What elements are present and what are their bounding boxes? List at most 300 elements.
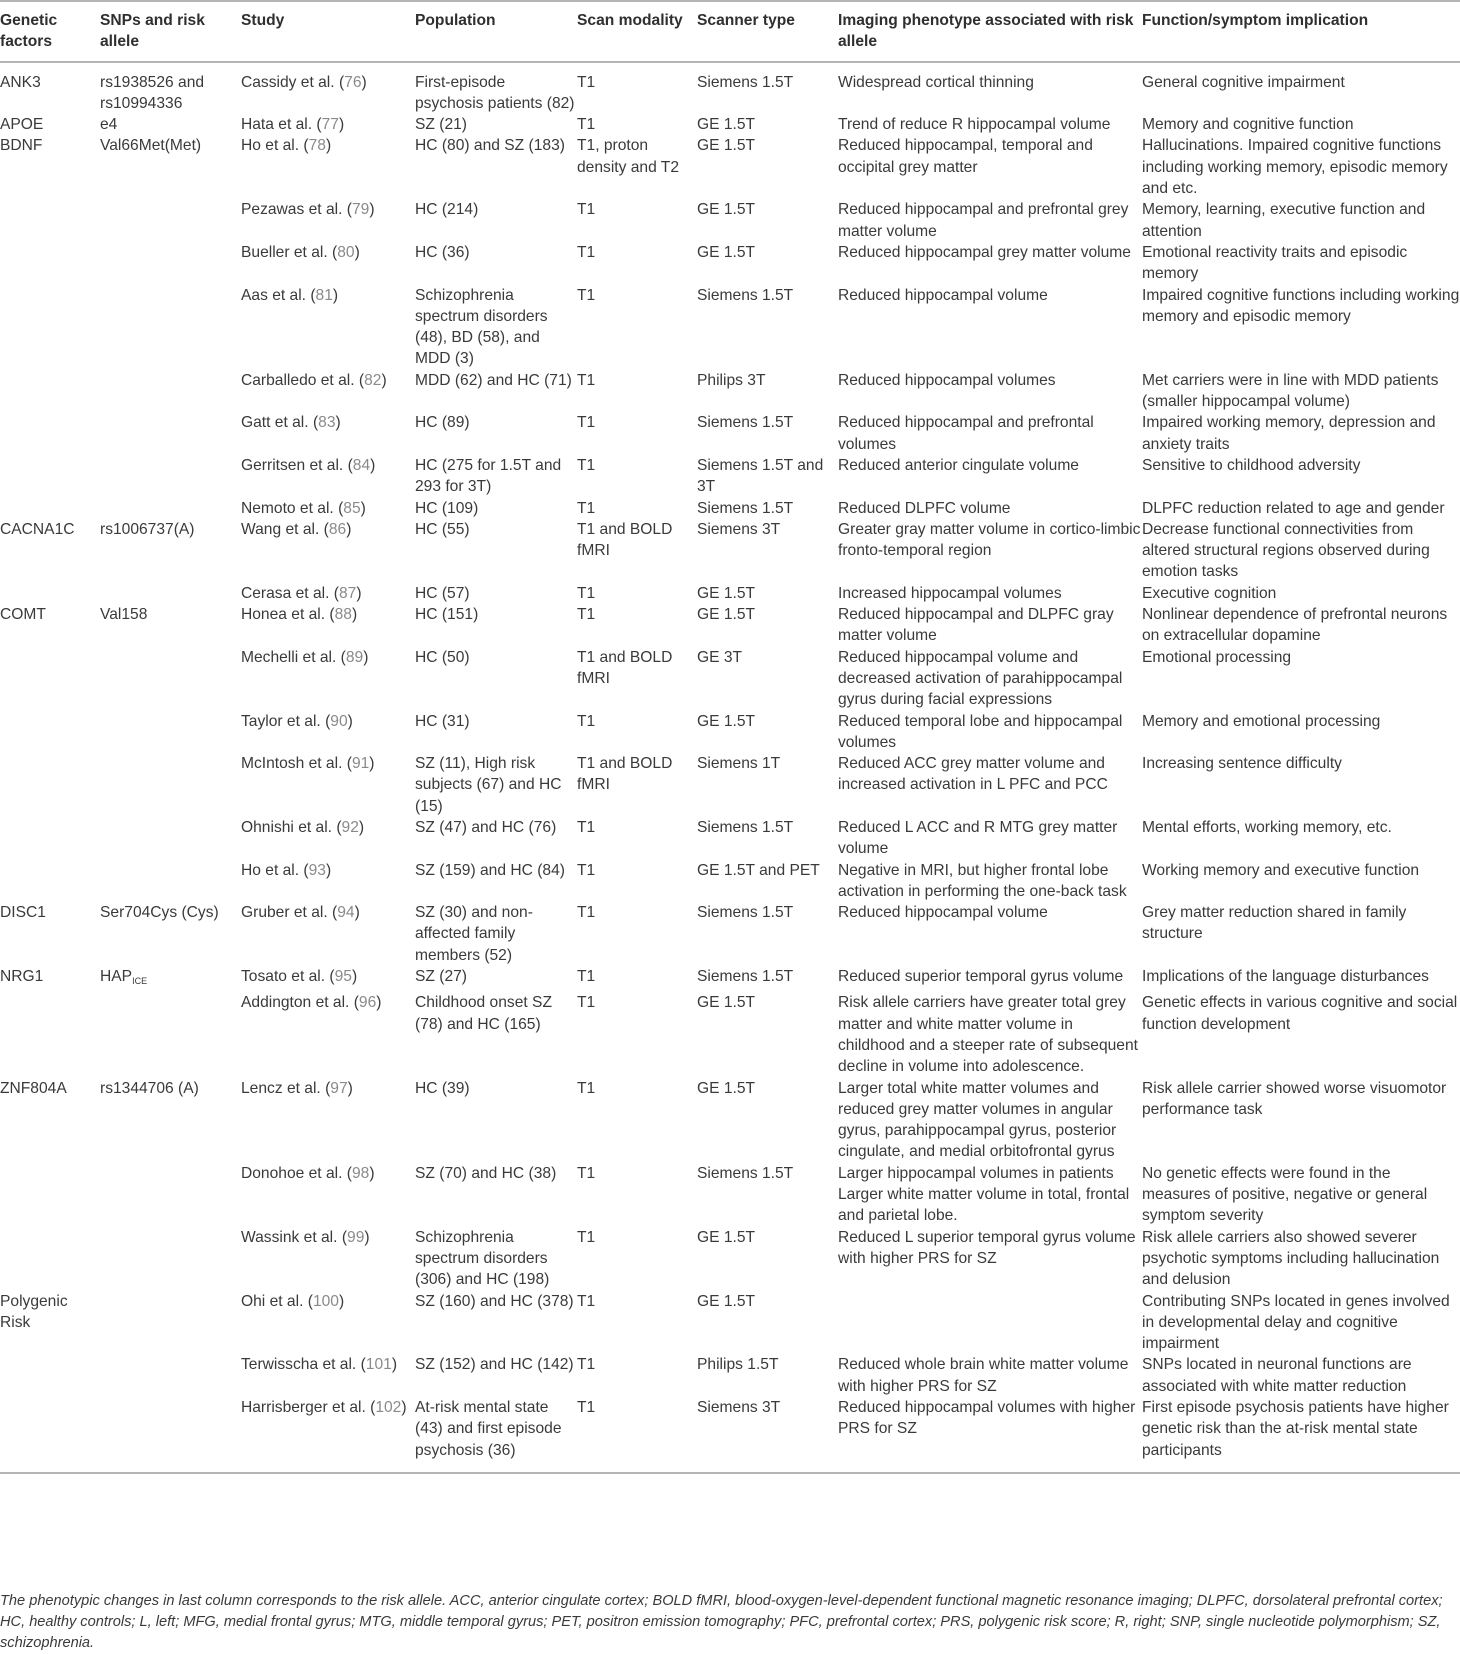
- cell-genetic-factor: [0, 1354, 100, 1397]
- study-author: Pezawas et al.: [241, 201, 343, 219]
- table-row: [0, 817, 1460, 860]
- cell-population: SZ (47) and HC (76): [415, 818, 557, 836]
- cell-scanner-type: Siemens 1.5T: [697, 1164, 794, 1182]
- reference-link[interactable]: 77: [321, 116, 339, 134]
- cell-genetic-factor: [0, 711, 100, 754]
- cell-scan-modality: T1: [577, 414, 596, 432]
- reference-link[interactable]: 97: [330, 1079, 348, 1097]
- col-imaging-phenotype: Imaging phenotype associated with risk allele: [838, 1, 1142, 62]
- cell-scanner-type: GE 1.5T: [697, 584, 756, 602]
- cell-function-implication: No genetic effects were found in the measures of positive, negative or general symptom severity: [1142, 1164, 1428, 1225]
- cell-study: Cerasa et al. (87): [241, 584, 362, 602]
- cell-function-implication: Memory, learning, executive function and attention: [1142, 201, 1426, 240]
- cell-study: Nemoto et al. (85): [241, 499, 366, 517]
- cell-population: HC (89): [415, 414, 470, 432]
- cell-snp: [100, 1163, 241, 1227]
- cell-study: Honea et al. (88): [241, 606, 358, 624]
- cell-scan-modality: T1 and BOLD fMRI: [577, 648, 673, 687]
- cell-snp: [100, 753, 241, 817]
- cell-scan-modality: T1, proton density and T2: [577, 137, 680, 176]
- cell-scanner-type: GE 1.5T: [697, 1079, 756, 1097]
- study-author: Gerritsen et al.: [241, 456, 344, 474]
- reference-link[interactable]: 99: [347, 1228, 365, 1246]
- study-author: Ohi et al.: [241, 1292, 304, 1310]
- cell-snp: [100, 966, 241, 992]
- cell-genetic-factor: [0, 1163, 100, 1227]
- reference-link[interactable]: 102: [375, 1399, 402, 1416]
- cell-snp: [100, 498, 241, 519]
- cell-study: Ho et al. (78): [241, 137, 332, 155]
- study-author: Tosato et al.: [241, 968, 326, 986]
- table-row: [0, 647, 1460, 711]
- table-row: [0, 285, 1460, 370]
- cell-scanner-type: GE 1.5T: [697, 243, 756, 261]
- cell-population: HC (214): [415, 201, 479, 219]
- cell-population: SZ (21): [415, 116, 467, 134]
- reference-link[interactable]: 80: [337, 243, 355, 261]
- table-row: [0, 1078, 1460, 1163]
- cell-imaging-phenotype: Reduced hippocampal volumes with higher PRS for SZ: [838, 1397, 1142, 1473]
- cell-scanner-type: GE 1.5T: [697, 137, 756, 155]
- cell-study: Hata et al. (77): [241, 116, 345, 134]
- cell-imaging-phenotype: Reduced whole brain white matter volume with higher PRS for SZ: [838, 1356, 1129, 1395]
- table-footnote: The phenotypic changes in last column corresponds to the risk allele. ACC, anterior cingulate cortex; BOLD fMRI, blood-oxygen-level-dependent functional magnetic resonance imaging; DLPFC, dorsolateral prefrontal cortex; HC, healthy controls; L, left; MFG, medial frontal gyrus; MTG, middle temporal gyrus; PET, positron emission tomography; PFC, prefrontal cortex; PRS, polygenic risk score; R, right; SNP, single nucleotide polymorphism; SZ, schizophrenia.: [0, 1593, 1443, 1651]
- cell-scanner-type: Siemens 3T: [697, 1397, 838, 1473]
- reference-link[interactable]: 92: [341, 818, 359, 836]
- cell-genetic-factor: ANK3: [0, 73, 41, 91]
- cell-scan-modality: T1: [577, 968, 596, 986]
- cell-imaging-phenotype: Larger total white matter volumes and reduced grey matter volumes in angular gyrus, parahippocampal gyrus, posterior cingulate, and medial orbitofrontal gyrus: [838, 1079, 1117, 1161]
- study-author: Donohoe et al.: [241, 1164, 343, 1182]
- cell-study: Donohoe et al. (98): [241, 1164, 375, 1182]
- cell-function-implication: General cognitive impairment: [1142, 73, 1345, 91]
- cell-population: First-episode psychosis patients (82): [415, 73, 575, 112]
- cell-imaging-phenotype: Larger hippocampal volumes in patients Larger white matter volume in total, frontal and parietal lobe.: [838, 1164, 1130, 1225]
- cell-population: SZ (11), High risk subjects (67) and HC (15): [415, 755, 562, 815]
- study-author: Harrisberger et al.: [241, 1399, 366, 1416]
- cell-function-implication: Working memory and executive function: [1142, 861, 1420, 879]
- snp-text: e4: [100, 116, 118, 134]
- col-scanner-type: Scanner type: [697, 1, 838, 62]
- cell-imaging-phenotype: Reduced hippocampal grey matter volume: [838, 243, 1131, 261]
- cell-imaging-phenotype: Reduced hippocampal volume: [838, 904, 1048, 922]
- snp-text: Val66Met(Met): [100, 137, 202, 155]
- study-author: Wassink et al.: [241, 1228, 338, 1246]
- cell-population: HC (109): [415, 499, 479, 517]
- cell-snp: [100, 519, 241, 583]
- cell-genetic-factor: [0, 199, 100, 242]
- study-author: Honea et al.: [241, 606, 326, 624]
- cell-scanner-type: Philips 1.5T: [697, 1356, 779, 1374]
- cell-function-implication: Risk allele carriers also showed severer psychotic symptoms including hallucination and delusion: [1142, 1228, 1440, 1289]
- cell-population: HC (80) and SZ (183): [415, 137, 565, 155]
- cell-study: Terwisscha et al. (101): [241, 1356, 398, 1374]
- cell-function-implication: First episode psychosis patients have higher genetic risk than the at-risk mental state participants: [1142, 1397, 1460, 1473]
- cell-snp: [100, 902, 241, 966]
- cell-genetic-factor: [0, 285, 100, 370]
- cell-population: HC (39): [415, 1079, 470, 1097]
- cell-study: Cassidy et al. (76): [241, 73, 367, 91]
- cell-genetic-factor: NRG1: [0, 968, 44, 986]
- cell-genetic-factor: DISC1: [0, 904, 46, 922]
- cell-snp: [100, 711, 241, 754]
- snp-text: rs1006737(A): [100, 520, 195, 538]
- reference-link[interactable]: 90: [330, 712, 348, 730]
- cell-scan-modality: T1: [577, 456, 596, 474]
- cell-snp: [100, 62, 241, 115]
- cell-study: Tosato et al. (95): [241, 968, 358, 986]
- cell-imaging-phenotype: Reduced hippocampal volume and decreased activation of parahippocampal gyrus during facial expressions: [838, 648, 1123, 709]
- cell-scanner-type: Siemens 3T: [697, 520, 781, 538]
- cell-genetic-factor: [0, 412, 100, 455]
- cell-population: SZ (70) and HC (38): [415, 1164, 557, 1182]
- cell-genetic-factor: [0, 370, 100, 413]
- cell-snp: [100, 1354, 241, 1397]
- cell-snp: [100, 1291, 241, 1355]
- cell-scanner-type: GE 1.5T: [697, 201, 756, 219]
- cell-study: Gatt et al. (83): [241, 414, 341, 432]
- table-row: [0, 114, 1460, 135]
- cell-scan-modality: T1: [577, 1228, 596, 1246]
- cell-scan-modality: T1: [577, 73, 596, 91]
- table-row: [0, 519, 1460, 583]
- reference-link[interactable]: 78: [308, 137, 326, 155]
- study-author: Bueller et al.: [241, 243, 328, 261]
- snp-text: Val158: [100, 606, 148, 624]
- cell-function-implication: Impaired working memory, depression and anxiety traits: [1142, 414, 1436, 453]
- cell-scan-modality: T1 and BOLD fMRI: [577, 520, 673, 560]
- table-row: [0, 604, 1460, 647]
- cell-function-implication: Executive cognition: [1142, 584, 1277, 602]
- cell-scanner-type: Siemens 1.5T: [697, 818, 794, 836]
- cell-imaging-phenotype: [838, 1291, 1142, 1355]
- cell-imaging-phenotype: Reduced hippocampal volumes: [838, 371, 1056, 389]
- study-author: Gatt et al.: [241, 414, 309, 432]
- study-author: Cerasa et al.: [241, 584, 330, 602]
- cell-study: Carballedo et al. (82): [241, 371, 387, 389]
- reference-link[interactable]: 89: [345, 648, 364, 666]
- cell-scan-modality: T1: [577, 994, 596, 1012]
- reference-link[interactable]: 88: [334, 606, 352, 624]
- reference-link[interactable]: 84: [352, 456, 371, 474]
- cell-study: Aas et al. (81): [241, 286, 339, 304]
- cell-scanner-type: GE 3T: [697, 648, 743, 666]
- table-row: [0, 992, 1460, 1077]
- cell-function-implication: DLPFC reduction related to age and gender: [1142, 499, 1445, 517]
- study-author: Hata et al.: [241, 116, 313, 134]
- snp-subscript: ICE: [132, 976, 148, 987]
- cell-study: Mechelli et al. (89): [241, 648, 369, 666]
- table-row: [0, 753, 1460, 817]
- cell-genetic-factor: [0, 860, 100, 903]
- table-row: [0, 242, 1460, 285]
- table-row: [0, 412, 1460, 455]
- cell-genetic-factor: [0, 583, 100, 604]
- reference-link[interactable]: 95: [334, 968, 352, 986]
- col-study: Study: [241, 1, 415, 62]
- cell-genetic-factor: APOE: [0, 116, 44, 134]
- cell-scan-modality: T1: [577, 243, 596, 261]
- cell-genetic-factor: COMT: [0, 606, 46, 624]
- reference-link[interactable]: 85: [343, 499, 361, 517]
- table-row: [0, 1291, 1460, 1355]
- cell-scan-modality: T1: [577, 1397, 697, 1473]
- table-row: [0, 135, 1460, 199]
- cell-imaging-phenotype: Reduced L superior temporal gyrus volume with higher PRS for SZ: [838, 1228, 1136, 1267]
- study-author: Wang et al.: [241, 520, 320, 538]
- cell-imaging-phenotype: Reduced hippocampal and prefrontal grey matter volume: [838, 201, 1129, 240]
- cell-genetic-factor: [0, 817, 100, 860]
- cell-scan-modality: T1 and BOLD fMRI: [577, 755, 673, 794]
- cell-scan-modality: T1: [577, 904, 596, 922]
- study-author: Nemoto et al.: [241, 499, 334, 517]
- cell-genetic-factor: [0, 647, 100, 711]
- cell-population: HC (55): [415, 520, 470, 538]
- reference-link[interactable]: 98: [351, 1164, 370, 1182]
- cell-imaging-phenotype: Greater gray matter volume in cortico-limbic fronto-temporal region: [838, 520, 1141, 560]
- cell-population: SZ (27): [415, 968, 467, 986]
- study-author: Ohnishi et al.: [241, 818, 333, 836]
- cell-imaging-phenotype: Negative in MRI, but higher frontal lobe activation in performing the one-back task: [838, 861, 1127, 900]
- cell-imaging-phenotype: Reduced hippocampal volume: [838, 286, 1048, 304]
- cell-snp: [100, 412, 241, 455]
- cell-scan-modality: T1: [577, 712, 596, 730]
- reference-link[interactable]: 81: [315, 286, 333, 304]
- snp-text: HAP: [100, 968, 133, 986]
- cell-genetic-factor: ZNF804A: [0, 1079, 67, 1097]
- cell-scan-modality: T1: [577, 818, 596, 836]
- cell-imaging-phenotype: Reduced hippocampal and DLPFC gray matter volume: [838, 606, 1114, 645]
- table-row: [0, 199, 1460, 242]
- study-author: Ho et al.: [241, 861, 300, 879]
- cell-function-implication: Met carriers were in line with MDD patients (smaller hippocampal volume): [1142, 371, 1439, 411]
- table-row: [0, 1227, 1460, 1291]
- cell-population: SZ (152) and HC (142): [415, 1356, 574, 1374]
- cell-scanner-type: Siemens 1.5T: [697, 968, 794, 986]
- cell-imaging-phenotype: Reduced hippocampal, temporal and occipital grey matter: [838, 137, 1093, 176]
- reference-link[interactable]: 86: [328, 520, 347, 538]
- study-author: Lencz et al.: [241, 1079, 321, 1097]
- reference-link[interactable]: 91: [351, 755, 370, 773]
- reference-link[interactable]: 96: [358, 994, 377, 1012]
- study-author: Taylor et al.: [241, 712, 321, 730]
- cell-scanner-type: GE 1.5T: [697, 712, 756, 730]
- table-row: [0, 62, 1460, 115]
- cell-study: Ohnishi et al. (92): [241, 818, 365, 836]
- cell-population: Schizophrenia spectrum disorders (48), BD (58), and MDD (3): [415, 286, 548, 368]
- cell-imaging-phenotype: Increased hippocampal volumes: [838, 584, 1062, 602]
- cell-snp: [100, 199, 241, 242]
- cell-snp: [100, 370, 241, 413]
- cell-scan-modality: T1: [577, 201, 596, 219]
- col-population: Population: [415, 1, 577, 62]
- cell-scan-modality: T1: [577, 286, 596, 304]
- cell-snp: [100, 1227, 241, 1291]
- snp-text: Ser704Cys (Cys): [100, 904, 219, 922]
- table-row: [0, 1163, 1460, 1227]
- study-author: Ho et al.: [241, 137, 300, 155]
- cell-population: MDD (62) and HC (71): [415, 371, 572, 389]
- cell-genetic-factor: BDNF: [0, 137, 43, 155]
- cell-function-implication: Implications of the language disturbances: [1142, 968, 1429, 986]
- cell-study: Lencz et al. (97): [241, 1079, 353, 1097]
- cell-scan-modality: T1: [577, 499, 596, 517]
- study-author: Carballedo et al.: [241, 371, 355, 389]
- cell-population: HC (31): [415, 712, 470, 730]
- cell-genetic-factor: [0, 753, 100, 817]
- table-row: [0, 455, 1460, 498]
- cell-population: HC (151): [415, 606, 479, 624]
- cell-imaging-phenotype: Reduced L ACC and R MTG grey matter volume: [838, 818, 1118, 858]
- cell-snp: [100, 647, 241, 711]
- cell-scanner-type: Siemens 1.5T: [697, 286, 794, 304]
- cell-study: Gerritsen et al. (84): [241, 456, 376, 474]
- reference-link[interactable]: 87: [338, 584, 357, 602]
- table-row: [0, 966, 1460, 992]
- table-row: [0, 498, 1460, 519]
- reference-link[interactable]: 79: [351, 201, 370, 219]
- cell-imaging-phenotype: Trend of reduce R hippocampal volume: [838, 116, 1111, 134]
- cell-genetic-factor: CACNA1C: [0, 520, 75, 538]
- table-row: [0, 370, 1460, 413]
- reference-link[interactable]: 83: [318, 414, 336, 432]
- cell-scan-modality: T1: [577, 1356, 596, 1374]
- cell-genetic-factor: [0, 455, 100, 498]
- col-function-implication: Function/symptom implication: [1142, 1, 1460, 62]
- study-author: Aas et al.: [241, 286, 307, 304]
- col-genetic-factors: Genetic factors: [0, 1, 100, 62]
- cell-scanner-type: Siemens 1.5T: [697, 904, 794, 922]
- cell-scanner-type: Siemens 1.5T: [697, 499, 794, 517]
- cell-population: SZ (30) and non-affected family members (52): [415, 904, 533, 964]
- cell-function-implication: Emotional processing: [1142, 648, 1292, 666]
- cell-imaging-phenotype: Widespread cortical thinning: [838, 73, 1034, 91]
- cell-scanner-type: GE 1.5T: [697, 994, 756, 1012]
- cell-population: HC (275 for 1.5T and 293 for 3T): [415, 456, 562, 496]
- cell-snp: [100, 992, 241, 1077]
- cell-function-implication: Sensitive to childhood adversity: [1142, 456, 1361, 474]
- study-author: Addington et al.: [241, 994, 350, 1012]
- snp-text: rs1938526 and rs10994336: [100, 73, 205, 112]
- cell-function-implication: Mental efforts, working memory, etc.: [1142, 818, 1392, 836]
- table-row: [0, 902, 1460, 966]
- cell-population: HC (57): [415, 584, 470, 602]
- table-row: [0, 1354, 1460, 1397]
- reference-link[interactable]: 76: [344, 73, 362, 91]
- study-author: Mechelli et al.: [241, 648, 337, 666]
- table-row: [0, 860, 1460, 903]
- cell-genetic-factor: [0, 992, 100, 1077]
- cell-function-implication: Hallucinations. Impaired cognitive functions including working memory, episodic memory and etc.: [1142, 137, 1448, 198]
- study-author: McIntosh et al.: [241, 755, 343, 773]
- reference-link[interactable]: 101: [365, 1356, 392, 1374]
- cell-scanner-type: GE 1.5T and PET: [697, 861, 820, 879]
- cell-function-implication: Contributing SNPs located in genes involved in developmental delay and cognitive impairment: [1142, 1292, 1450, 1353]
- cell-function-implication: Risk allele carrier showed worse visuomotor performance task: [1142, 1079, 1447, 1118]
- cell-scanner-type: GE 1.5T: [697, 1228, 756, 1246]
- cell-function-implication: Impaired cognitive functions including working memory and episodic memory: [1142, 286, 1460, 325]
- table-header-row: [0, 1, 1460, 62]
- cell-population: HC (50): [415, 648, 470, 666]
- cell-study: McIntosh et al. (91): [241, 755, 375, 773]
- cell-imaging-phenotype: Reduced temporal lobe and hippocampal volumes: [838, 712, 1123, 751]
- cell-snp: [100, 1078, 241, 1163]
- cell-population: Childhood onset SZ (78) and HC (165): [415, 994, 552, 1033]
- cell-function-implication: Decrease functional connectivities from altered structural regions observed during emotion tasks: [1142, 520, 1430, 581]
- cell-snp: [100, 1397, 241, 1473]
- cell-study: Taylor et al. (90): [241, 712, 353, 730]
- snp-text: rs1344706 (A): [100, 1079, 199, 1097]
- cell-scanner-type: GE 1.5T: [697, 1292, 756, 1310]
- reference-link[interactable]: 93: [308, 861, 326, 879]
- cell-scan-modality: T1: [577, 584, 596, 602]
- cell-genetic-factor: [0, 498, 100, 519]
- cell-snp: [100, 583, 241, 604]
- cell-imaging-phenotype: Reduced DLPFC volume: [838, 499, 1011, 517]
- table-row: [0, 711, 1460, 754]
- reference-link[interactable]: 94: [337, 904, 355, 922]
- table-row: [0, 583, 1460, 604]
- cell-imaging-phenotype: Reduced hippocampal and prefrontal volumes: [838, 414, 1094, 453]
- cell-study: Harrisberger et al. (102): [241, 1397, 415, 1473]
- cell-snp: [100, 285, 241, 370]
- cell-function-implication: Increasing sentence difficulty: [1142, 755, 1342, 773]
- cell-population: At-risk mental state (43) and first episode psychosis (36): [415, 1397, 577, 1473]
- cell-study: Bueller et al. (80): [241, 243, 360, 261]
- cell-function-implication: Genetic effects in various cognitive and social function development: [1142, 994, 1458, 1033]
- cell-population: SZ (160) and HC (378): [415, 1292, 574, 1310]
- cell-study: Wassink et al. (99): [241, 1228, 370, 1246]
- cell-function-implication: Nonlinear dependence of prefrontal neurons on extracellular dopamine: [1142, 606, 1448, 645]
- cell-study: Wang et al. (86): [241, 520, 352, 538]
- cell-genetic-factor: [0, 1227, 100, 1291]
- cell-population: HC (36): [415, 243, 470, 261]
- cell-study: Addington et al. (96): [241, 994, 382, 1012]
- reference-link[interactable]: 82: [364, 371, 382, 389]
- cell-study: Gruber et al. (94): [241, 904, 360, 922]
- study-author: Gruber et al.: [241, 904, 328, 922]
- cell-scanner-type: Siemens 1.5T and 3T: [697, 456, 824, 496]
- cell-snp: [100, 242, 241, 285]
- cell-function-implication: Grey matter reduction shared in family structure: [1142, 904, 1407, 943]
- cell-scanner-type: Siemens 1T: [697, 755, 781, 773]
- cell-imaging-phenotype: Reduced ACC grey matter volume and increased activation in L PFC and PCC: [838, 755, 1108, 794]
- cell-scan-modality: T1: [577, 116, 596, 134]
- cell-genetic-factor: [0, 242, 100, 285]
- cell-scanner-type: GE 1.5T: [697, 606, 756, 624]
- study-author: Terwisscha et al.: [241, 1356, 357, 1374]
- study-author: Cassidy et al.: [241, 73, 335, 91]
- cell-function-implication: SNPs located in neuronal functions are associated with white matter reduction: [1142, 1356, 1412, 1395]
- cell-study: Pezawas et al. (79): [241, 201, 375, 219]
- col-snps: SNPs and risk allele: [100, 1, 241, 62]
- cell-study: Ohi et al. (100): [241, 1292, 345, 1310]
- cell-scanner-type: Siemens 1.5T: [697, 414, 794, 432]
- cell-scan-modality: T1: [577, 1164, 596, 1182]
- cell-population: Schizophrenia spectrum disorders (306) and HC (198): [415, 1228, 550, 1289]
- cell-study: Ho et al. (93): [241, 861, 332, 879]
- cell-genetic-factor: [0, 1397, 100, 1473]
- cell-snp: [100, 114, 241, 135]
- cell-imaging-phenotype: Reduced superior temporal gyrus volume: [838, 968, 1124, 986]
- reference-link[interactable]: 100: [312, 1292, 339, 1310]
- cell-function-implication: Memory and emotional processing: [1142, 712, 1381, 730]
- cell-scanner-type: GE 1.5T: [697, 116, 756, 134]
- cell-imaging-phenotype: Risk allele carriers have greater total grey matter and white matter volume in childhood and a steeper rate of subsequent decline in volume into adolescence.: [838, 994, 1138, 1076]
- col-scan-modality: Scan modality: [577, 1, 697, 62]
- cell-function-implication: Emotional reactivity traits and episodic memory: [1142, 243, 1408, 283]
- cell-population: SZ (159) and HC (84): [415, 861, 565, 879]
